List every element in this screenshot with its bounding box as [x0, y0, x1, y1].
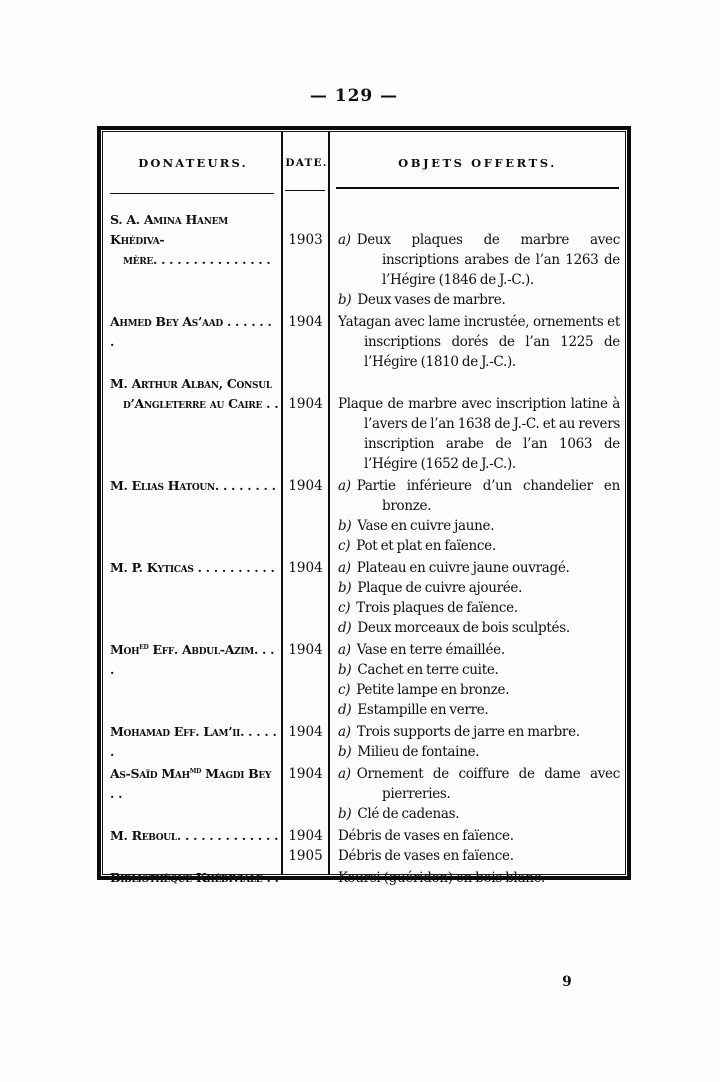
object-item-letter: a) [338, 478, 351, 494]
table-row [103, 558, 625, 638]
object-item-text: Vase en terre émaillée. [356, 642, 505, 658]
donor-cell [103, 826, 281, 846]
table-row [103, 476, 625, 556]
donor-name-line [110, 722, 279, 762]
header-rule-objets [336, 187, 619, 189]
column-header-date-label: DATE. [285, 157, 328, 169]
object-item [338, 290, 620, 310]
object-item [338, 394, 620, 474]
objects-cell [330, 476, 625, 556]
date-cell [281, 640, 330, 660]
object-item-text: Koursi (guéridon) en bois blanc. [338, 870, 545, 886]
objects-cell [330, 826, 625, 866]
table-row [103, 640, 625, 720]
column-header-donateurs-label: DONATEURS. [138, 156, 248, 170]
column-header-date [283, 132, 330, 210]
object-item-text: Partie inférieure d’un chandelier en bronze. [356, 478, 620, 514]
date-cell [281, 312, 330, 332]
object-item-text: Plaque de marbre avec inscription latine à l’avers de l’an 1638 de J.-C. et au revers inscription arabe de l’an 1063 de l’Hégire (1652 de J.-C.). [338, 396, 620, 472]
column-header-objets-offerts [330, 132, 625, 210]
header-rule-donateurs [110, 193, 274, 194]
object-item-letter: b) [338, 662, 352, 678]
column-header-donateurs [103, 132, 283, 210]
object-item [338, 640, 620, 660]
object-item [338, 826, 620, 846]
date-cell [281, 476, 330, 496]
donor-name-line [110, 558, 279, 578]
donor-name-line [110, 868, 279, 888]
object-item [338, 558, 620, 578]
date-value: 1904 [288, 314, 323, 330]
object-item-text: Plaque de cuivre ajourée. [357, 580, 523, 596]
object-item-text: Estampille en verre. [357, 702, 489, 718]
object-item-text: Débris de vases en faïence. [338, 848, 514, 864]
object-item [338, 846, 620, 866]
objects-cell [330, 868, 625, 888]
table-row [103, 764, 625, 824]
object-item-letter: b) [338, 744, 352, 760]
donor-name-segment: Bibliothèque Khédiviale . . [110, 870, 279, 885]
donor-name-segment: Mohamad Eff. Lam’ii. . . . . . [110, 724, 277, 759]
table-header-row [103, 132, 625, 210]
object-item [338, 868, 620, 888]
donor-name-segment: Moh [110, 642, 140, 657]
object-item [338, 312, 620, 372]
object-item-letter: a) [338, 724, 351, 740]
object-item-letter: c) [338, 682, 351, 698]
donor-name-line [110, 476, 279, 496]
date-cell [281, 826, 330, 866]
object-item-letter: b) [338, 806, 352, 822]
donor-name-segment: ed [139, 640, 149, 651]
object-item-text: Deux morceaux de bois sculptés. [357, 620, 570, 636]
table-row [103, 312, 625, 372]
object-item-letter: a) [338, 642, 351, 658]
donor-cell [103, 476, 281, 496]
column-header-objets-offerts-label: OBJETS OFFERTS. [398, 156, 557, 170]
donor-cell [103, 312, 281, 352]
objects-cell [330, 722, 625, 762]
date-value: 1904 [288, 766, 323, 782]
date-cell [281, 558, 330, 578]
table-row [103, 374, 625, 474]
donor-name-segment: Eff. Abdul-Azim. . . . [110, 642, 275, 677]
donor-cell [103, 868, 281, 888]
object-item [338, 516, 620, 536]
object-item-text: Milieu de fontaine. [357, 744, 480, 760]
date-value: 1904 [288, 560, 323, 576]
page-number-top: — 129 — [309, 86, 399, 106]
object-item [338, 660, 620, 680]
object-item-letter: d) [338, 620, 352, 636]
date-cell [281, 230, 330, 250]
table-body [103, 210, 625, 890]
table-frame [97, 126, 631, 886]
page-number-bottom: 9 [562, 974, 572, 990]
object-item-text: Deux plaques de marbre avec inscriptions arabes de l’an 1263 de l’Hégire (1846 de J.-C.). [356, 232, 620, 288]
object-item [338, 476, 620, 516]
object-item [338, 536, 620, 556]
table-row [103, 722, 625, 762]
object-item-text: Pot et plat en faïence. [356, 538, 496, 554]
object-item-text: Trois supports de jarre en marbre. [356, 724, 580, 740]
date-value: 1904 [288, 724, 323, 740]
table-row [103, 210, 625, 310]
object-item-text: Petite lampe en bronze. [356, 682, 510, 698]
objects-cell [330, 230, 625, 310]
donor-cell [103, 374, 281, 414]
donor-name-segment: d’Angleterre au Caire . . [123, 396, 279, 411]
donor-name-line [110, 826, 279, 846]
objects-cell [330, 558, 625, 638]
date-cell [281, 394, 330, 414]
objects-cell [330, 640, 625, 720]
date-value: 1904 [288, 396, 323, 412]
object-item [338, 230, 620, 290]
date-cell [281, 764, 330, 784]
donor-name-line [110, 312, 279, 352]
object-item [338, 700, 620, 720]
donor-cell [103, 764, 281, 804]
object-item-letter: a) [338, 232, 351, 248]
object-item [338, 722, 620, 742]
table-row [103, 826, 625, 866]
date-cell [281, 722, 330, 742]
table-row [103, 868, 625, 888]
date-value: 1903 [288, 232, 323, 248]
header-rule-date [285, 190, 325, 191]
objects-cell [330, 394, 625, 474]
donor-name-segment: md [189, 764, 202, 775]
object-item-letter: b) [338, 292, 352, 308]
donor-name-line [110, 250, 279, 270]
object-item-letter: b) [338, 518, 352, 534]
object-item [338, 680, 620, 700]
object-item-text: Cachet en terre cuite. [357, 662, 499, 678]
object-item-letter: a) [338, 766, 351, 782]
date-value: 1904 [288, 642, 323, 658]
donor-name-line [110, 640, 279, 680]
object-item [338, 742, 620, 762]
object-item-text: Clé de cadenas. [357, 806, 460, 822]
donor-name-segment: mère. . . . . . . . . . . . . . . [123, 252, 271, 267]
object-item-text: Vase en cuivre jaune. [357, 518, 495, 534]
donor-name-segment: Magdi Bey . . [110, 766, 272, 801]
donor-name-line [110, 210, 279, 250]
object-item-text: Plateau en cuivre jaune ouvragé. [356, 560, 570, 576]
donor-name-segment: M. P. Kyticas . . . . . . . . . . [110, 560, 275, 575]
donor-name-segment: Ahmed Bey As’aad . . . . . . . [110, 314, 272, 349]
donor-cell [103, 210, 281, 270]
object-item [338, 618, 620, 638]
object-item-text: Yatagan avec lame incrustée, ornements et inscriptions dorés de l’an 1225 de l’Hégire (1810 de J.-C.). [338, 314, 620, 370]
object-item [338, 764, 620, 804]
donor-cell [103, 640, 281, 680]
object-item-letter: d) [338, 702, 352, 718]
objects-cell [330, 764, 625, 824]
date-value: 1904 [288, 828, 323, 844]
date-value: 1904 [288, 478, 323, 494]
table-frame-inner [102, 131, 626, 886]
date-value: 1905 [288, 848, 323, 864]
object-item-letter: c) [338, 600, 351, 616]
donor-name-segment: S. A. Amina Hanem Khédiva- [110, 212, 228, 247]
object-item-letter: c) [338, 538, 351, 554]
objects-cell [330, 312, 625, 372]
donor-name-segment: As-Saïd Mah [110, 766, 190, 781]
object-item [338, 804, 620, 824]
object-item [338, 598, 620, 618]
object-item-text: Deux vases de marbre. [357, 292, 506, 308]
object-item-text: Trois plaques de faïence. [356, 600, 518, 616]
object-item-text: Ornement de coiffure de dame avec pierreries. [356, 766, 620, 802]
donor-cell [103, 722, 281, 762]
donor-name-segment: M. Arthur Alban, Consul [110, 376, 272, 391]
object-item-letter: b) [338, 580, 352, 596]
object-item-letter: a) [338, 560, 351, 576]
donor-name-segment: M. Elias Hatoun. . . . . . . . [110, 478, 276, 493]
donor-name-segment: M. Reboul. . . . . . . . . . . . . [110, 828, 279, 843]
donor-name-line [110, 374, 279, 394]
donor-name-line [110, 394, 279, 414]
object-item [338, 578, 620, 598]
donor-cell [103, 558, 281, 578]
object-item-text: Débris de vases en faïence. [338, 828, 514, 844]
donor-name-line [110, 764, 279, 804]
